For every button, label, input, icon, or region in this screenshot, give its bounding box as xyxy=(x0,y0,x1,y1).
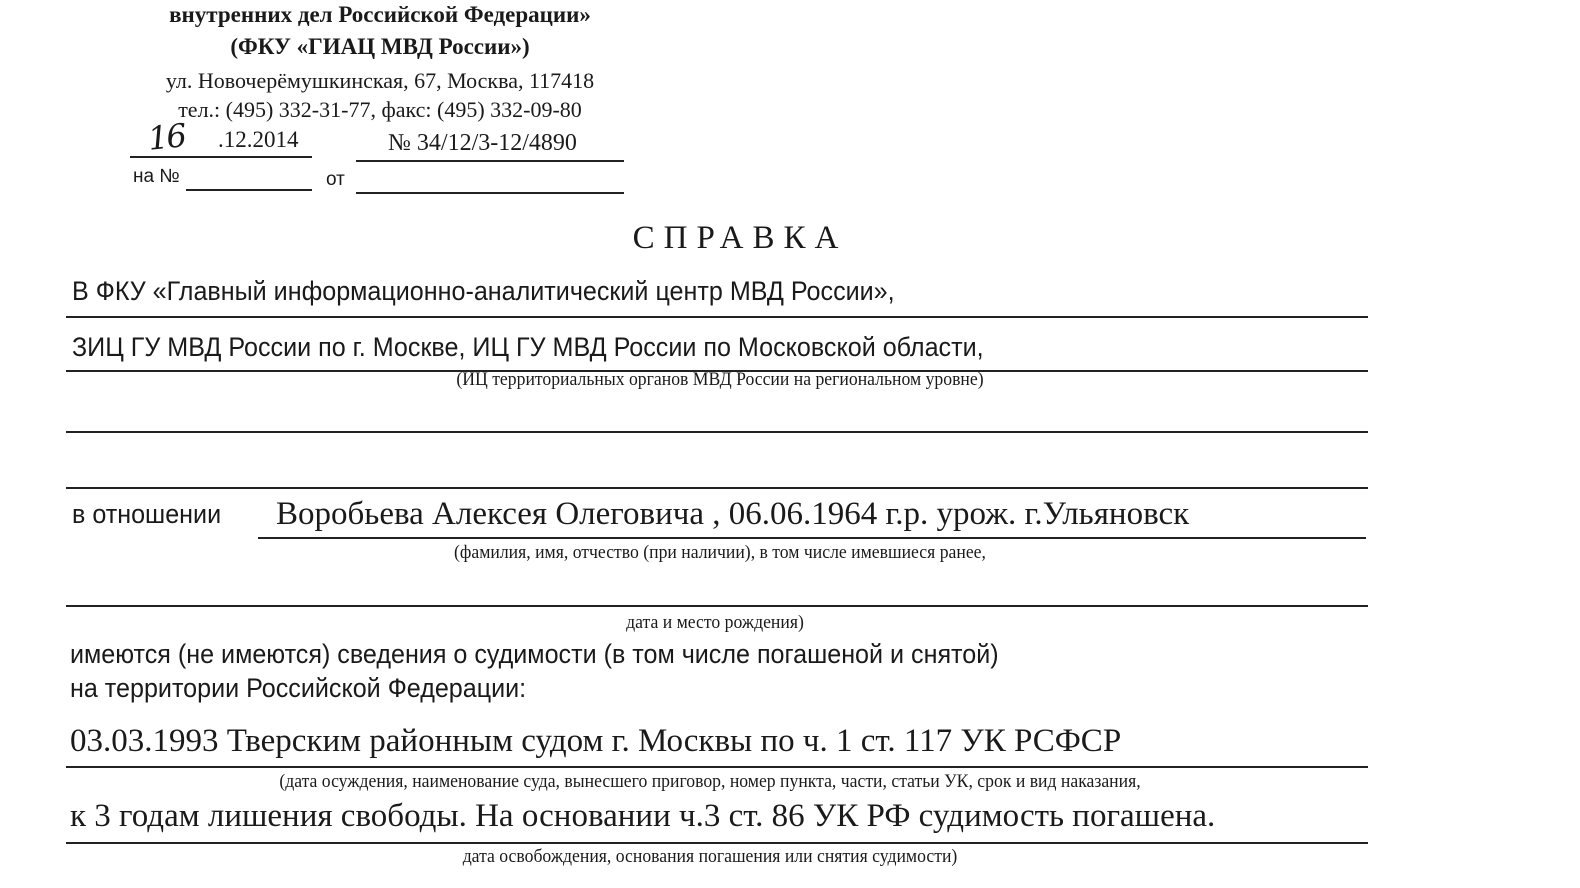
subject-label: в отношении xyxy=(72,499,222,529)
subject-caption-2: дата и место рождения) xyxy=(626,612,804,633)
ref-number-blank xyxy=(186,189,312,191)
date-month-year: .12.2014 xyxy=(218,127,299,152)
date-underline xyxy=(130,156,312,158)
blank-line-2 xyxy=(66,487,1368,489)
subject-underline xyxy=(258,537,1366,539)
subject-caption-1: (фамилия, имя, отчество (при наличии), в том числе имевшиеся ранее, xyxy=(454,542,986,563)
date-day-handwritten: 16 xyxy=(146,116,187,158)
release-caption: дата освобождения, основания погашения или снятия судимости) xyxy=(462,846,958,867)
document-title: СПРАВКА xyxy=(632,220,848,256)
org-abbreviation: (ФКУ «ГИАЦ МВД России») xyxy=(230,34,530,59)
document-number: № 34/12/3-12/4890 xyxy=(388,130,577,156)
recipient-line-2: ЗИЦ ГУ МВД России по г. Москве, ИЦ ГУ МВД России по Московской области, xyxy=(72,332,984,362)
release-details: к 3 годам лишения свободы. На основании ч.3 ст. 86 УК РФ судимость погашена. xyxy=(70,798,1216,834)
statement-line-2: на территории Российской Федерации: xyxy=(70,673,527,703)
recipient-line-1: В ФКУ «Главный информационно-аналитический центр МВД России», xyxy=(72,276,895,306)
release-underline xyxy=(66,842,1368,844)
ref-from-blank xyxy=(356,192,624,194)
subject-underline-2 xyxy=(66,605,1368,607)
subject-name: Воробьева Алексея Олеговича , 06.06.1964 г.р. урож. г.Ульяновск xyxy=(276,496,1190,532)
conviction-details: 03.03.1993 Тверским районным судом г. Москвы по ч. 1 ст. 117 УК РСФСР xyxy=(70,723,1122,759)
org-name-line: внутренних дел Российской Федерации» xyxy=(169,2,591,27)
blank-line-1 xyxy=(66,431,1368,433)
org-address: ул. Новочерёмушкинская, 67, Москва, 117418 xyxy=(165,68,595,93)
statement-line-1: имеются (не имеются) сведения о судимости (в том числе погашеной и снятой) xyxy=(70,639,999,669)
number-underline xyxy=(356,160,624,162)
ref-from-label: от xyxy=(326,169,345,190)
recipient-caption: (ИЦ территориальных органов МВД России на региональном уровне) xyxy=(456,369,984,390)
recipient-underline-1 xyxy=(66,316,1368,318)
ref-number-label: на № xyxy=(133,166,180,187)
conviction-underline xyxy=(66,766,1368,768)
conviction-caption: (дата осуждения, наименование суда, вынесшего приговор, номер пункта, части, статьи УК, срок и вид наказания, xyxy=(279,771,1141,792)
org-phone: тел.: (495) 332-31-77, факс: (495) 332-09-80 xyxy=(178,97,582,122)
